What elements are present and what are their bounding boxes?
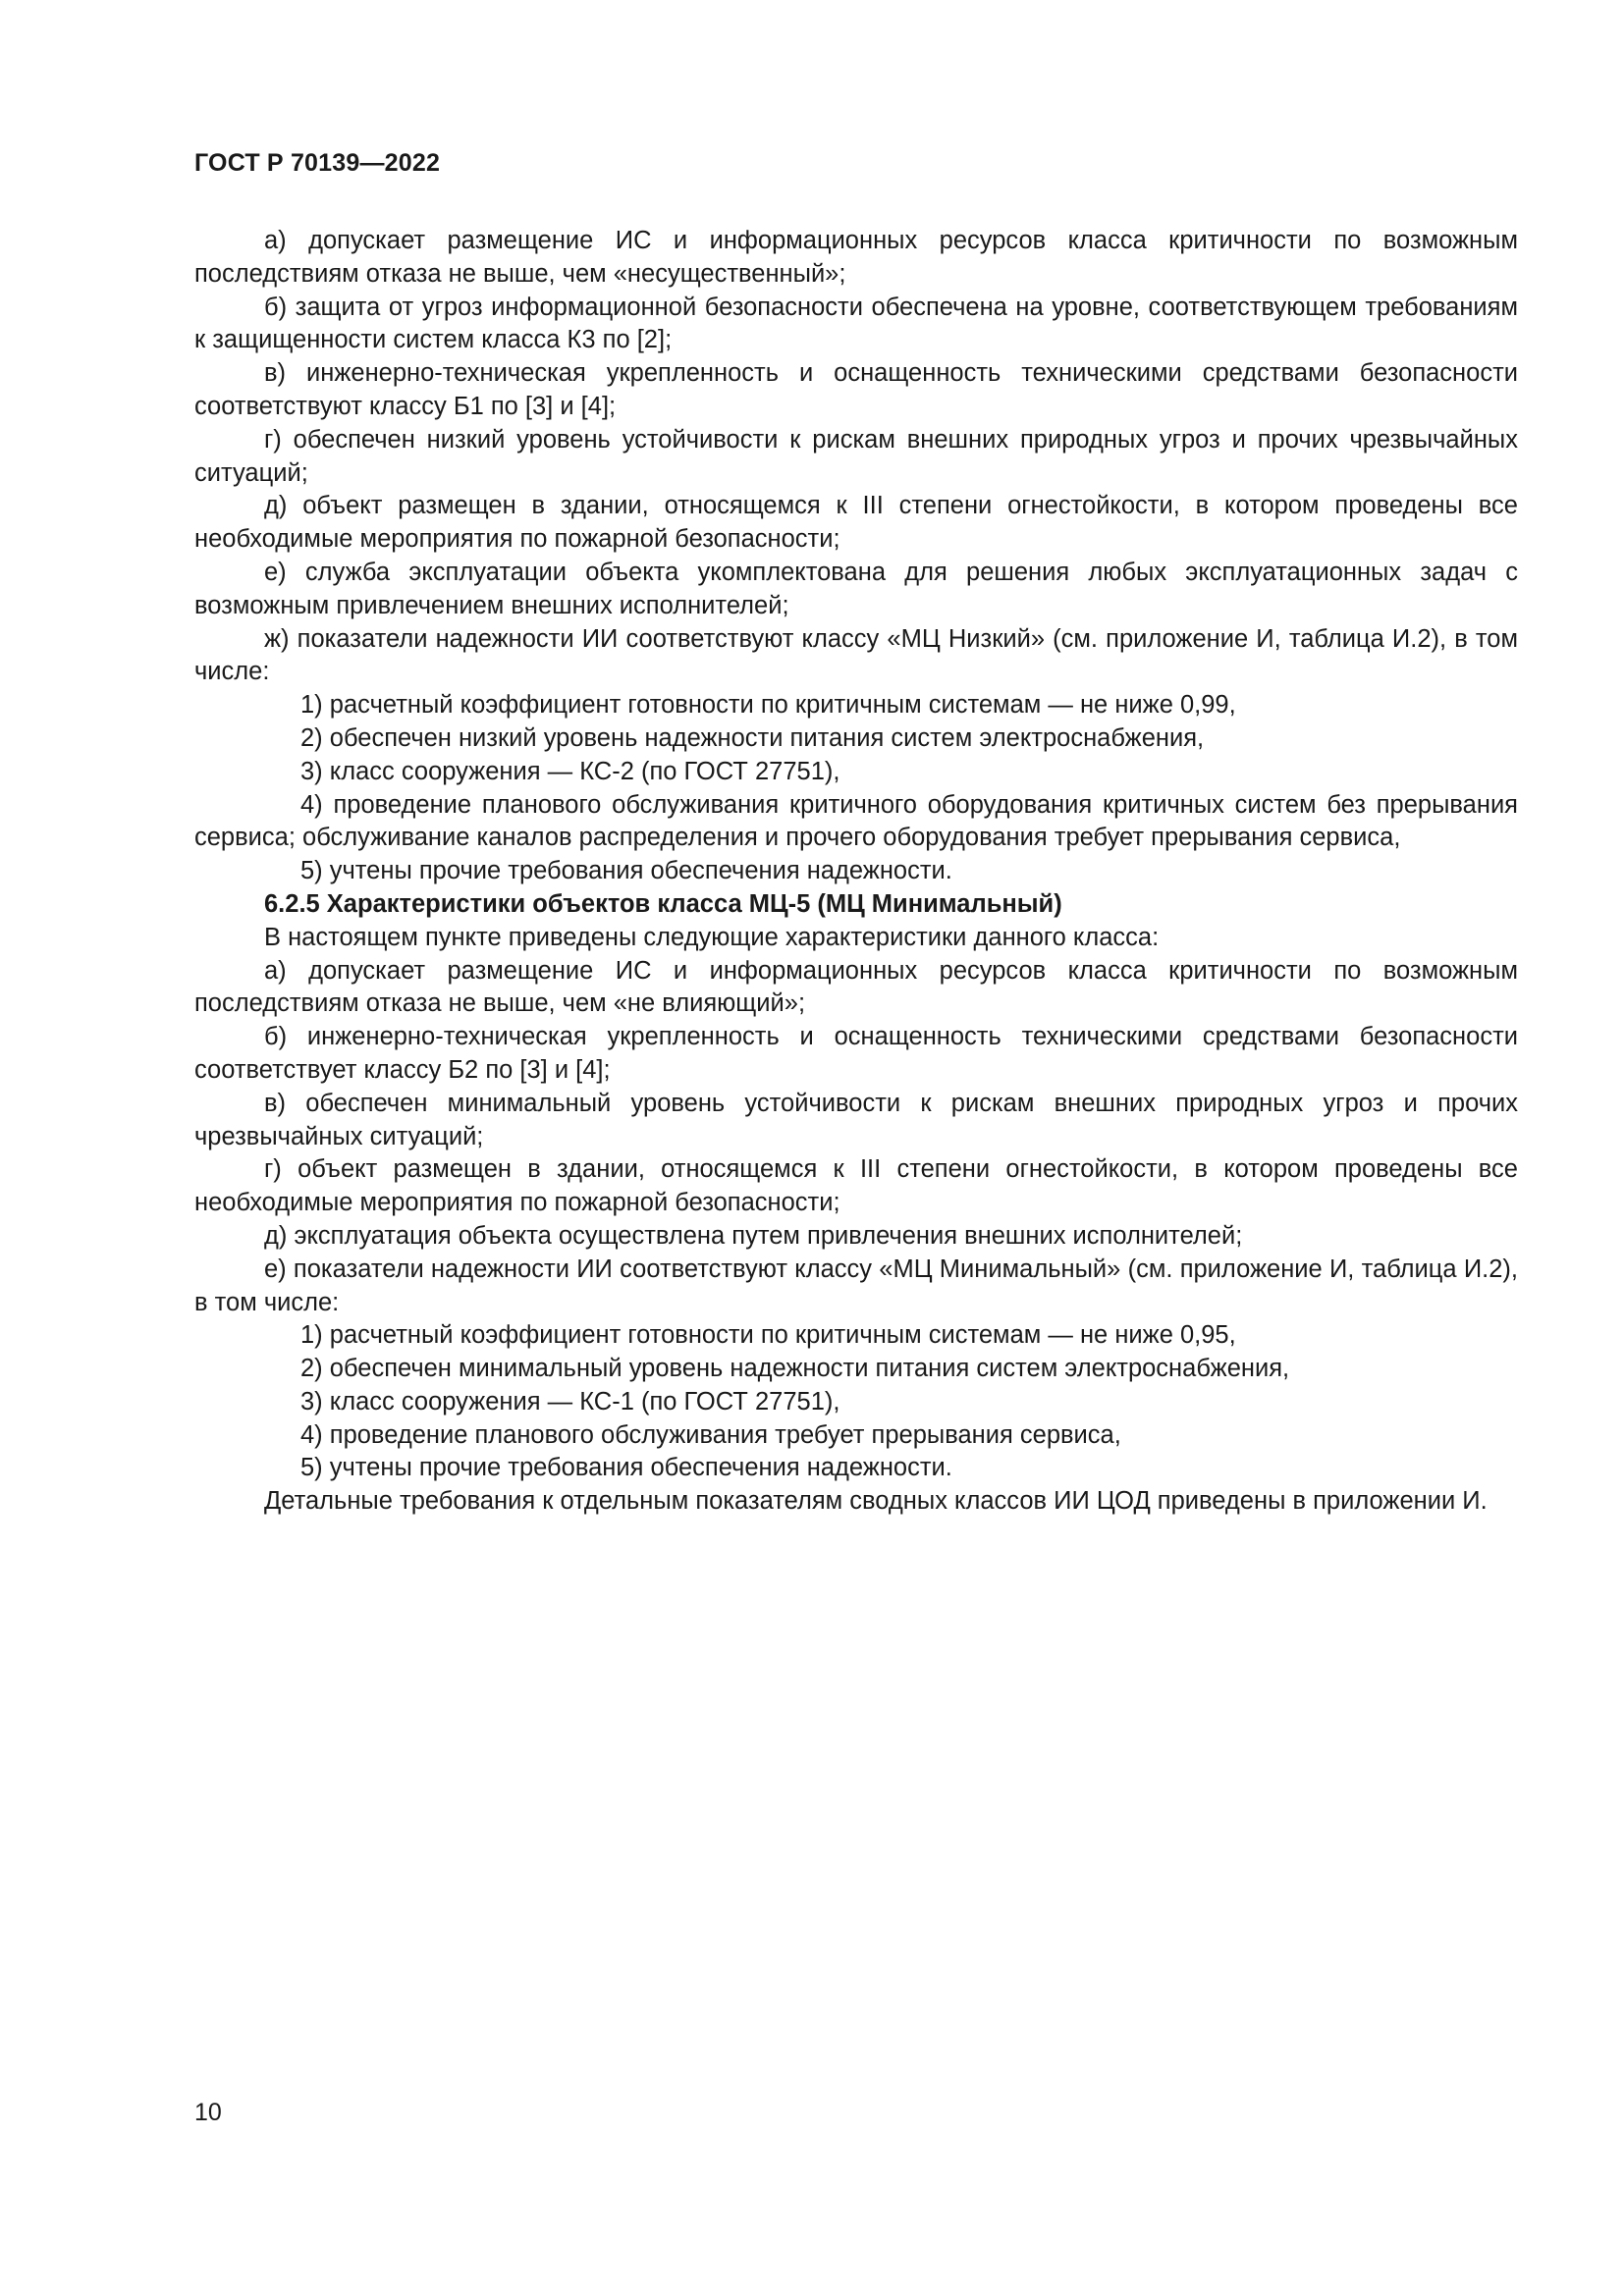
paragraph: б) инженерно-техническая укрепленность и оснащенность техническими средствами безопасности соответствует классу Б2 по [3] и [4]; <box>194 1023 1518 1084</box>
paragraph: г) объект размещен в здании, относящемся к III степени огнестойкости, в котором проведены все необходимые мероприятия по пожарной безопасности; <box>194 1155 1518 1217</box>
sub-item: 4) проведение планового обслуживания требует прерывания сервиса, <box>300 1420 1121 1449</box>
document-header: ГОСТ Р 70139—2022 <box>194 149 441 177</box>
sub-item: 1) расчетный коэффициент готовности по критичным системам — не ниже 0,99, <box>300 691 1236 720</box>
document-body <box>194 225 1518 1519</box>
paragraph: а) допускает размещение ИС и информационных ресурсов класса критичности по возможным последствиям отказа не выше, чем «не влияющий»; <box>194 956 1518 1018</box>
paragraph: б) защита от угроз информационной безопасности обеспечена на уровне, соответствующем требованиям к защищенности систем класса К3 по [2]; <box>194 293 1518 354</box>
sub-item: 2) обеспечен минимальный уровень надежности питания систем электроснабжения, <box>300 1355 1290 1383</box>
paragraph: е) показатели надежности ИИ соответствуют классу «МЦ Минимальный» (см. приложение И, таблица И.2), в том числе: <box>194 1255 1518 1316</box>
paragraph: в) обеспечен минимальный уровень устойчивости к рискам внешних природных угроз и прочих чрезвычайных ситуаций; <box>194 1089 1518 1150</box>
paragraph: а) допускает размещение ИС и информационных ресурсов класса критичности по возможным последствиям отказа не выше, чем «несущественный»; <box>194 227 1518 288</box>
paragraph: д) объект размещен в здании, относящемся к III степени огнестойкости, в котором проведены все необходимые мероприятия по пожарной безопасности; <box>194 492 1518 554</box>
sub-item: 3) класс сооружения — КС-2 (по ГОСТ 27751), <box>300 757 840 785</box>
paragraph: д) эксплуатация объекта осуществлена путем привлечения внешних исполнителей; <box>264 1221 1243 1250</box>
paragraph: е) служба эксплуатации объекта укомплектована для решения любых эксплуатационных задач с возможным привлечением внешних исполнителей; <box>194 558 1518 619</box>
paragraph: ж) показатели надежности ИИ соответствуют классу «МЦ Низкий» (см. приложение И, таблица И.2), в том числе: <box>194 624 1518 686</box>
sub-item: 1) расчетный коэффициент готовности по критичным системам — не ниже 0,95, <box>300 1321 1236 1350</box>
paragraph: Детальные требования к отдельным показателям сводных классов ИИ ЦОД приведены в приложении И. <box>264 1487 1488 1516</box>
sub-item: 5) учтены прочие требования обеспечения надежности. <box>300 857 952 885</box>
paragraph: В настоящем пункте приведены следующие характеристики данного класса: <box>264 923 1160 951</box>
sub-item: 2) обеспечен низкий уровень надежности питания систем электроснабжения, <box>300 723 1205 752</box>
paragraph: в) инженерно-техническая укрепленность и оснащенность техническими средствами безопасности соответствуют классу Б1 по [3] и [4]; <box>194 359 1518 420</box>
sub-item: 5) учтены прочие требования обеспечения надежности. <box>300 1454 952 1482</box>
sub-item: 3) класс сооружения — КС-1 (по ГОСТ 27751), <box>300 1387 840 1415</box>
section-heading: 6.2.5 Характеристики объектов класса МЦ-5 (МЦ Минимальный) <box>264 889 1062 918</box>
paragraph: г) обеспечен низкий уровень устойчивости к рискам внешних природных угроз и прочих чрезвычайных ситуаций; <box>194 425 1518 487</box>
page-number: 10 <box>194 2099 222 2126</box>
sub-item: 4) проведение планового обслуживания критичного оборудования критичных систем без прерывания сервиса; обслуживание каналов распределения и прочего оборудования требует прерывания сервиса, <box>194 790 1518 852</box>
